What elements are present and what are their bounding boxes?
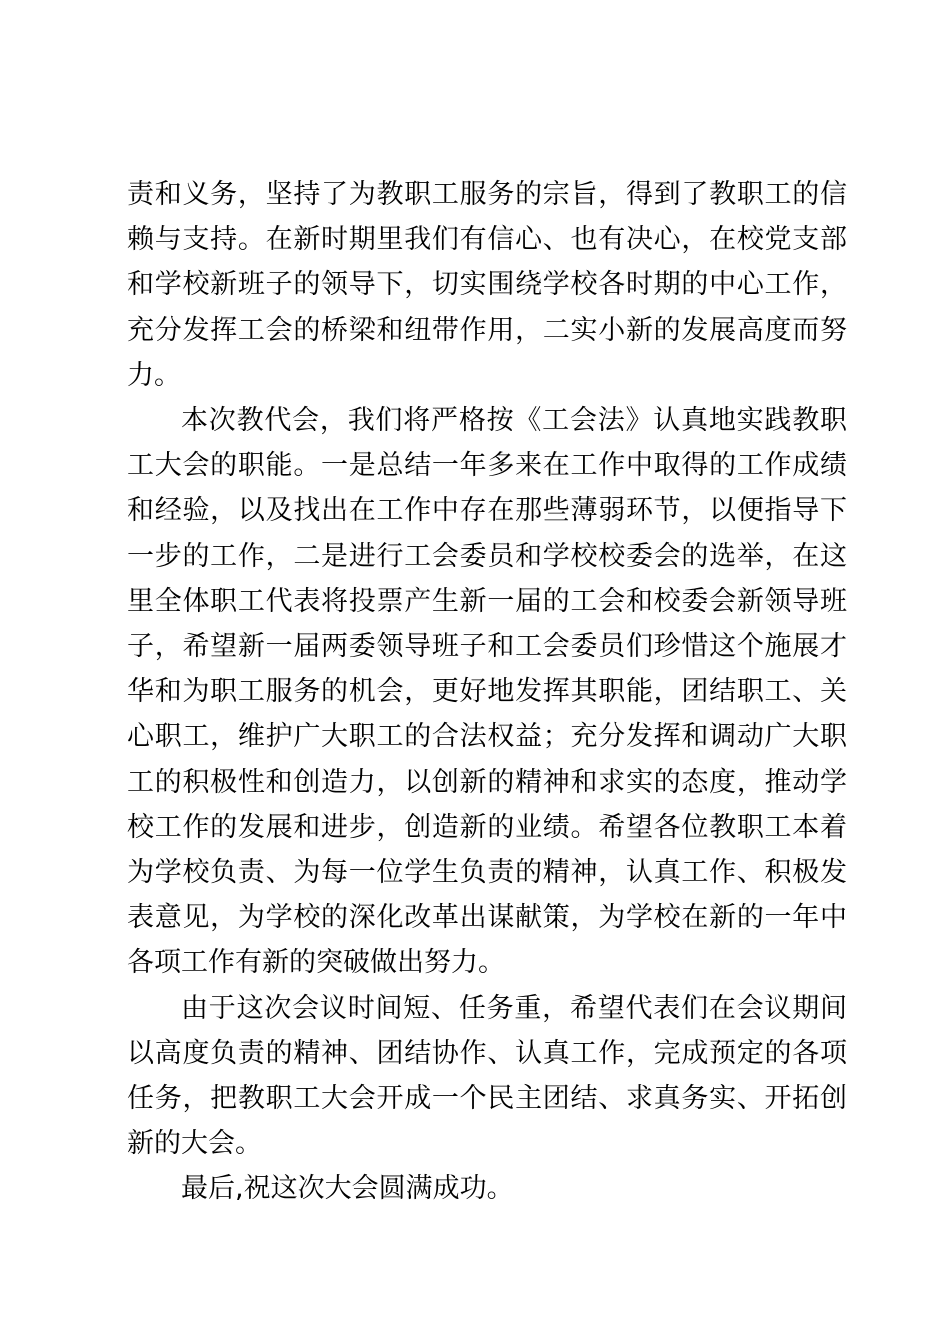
paragraph-1: 责和义务，坚持了为教职工服务的宗旨，得到了教职工的信赖与支持。在新时期里我们有信心、也有决心，在校党支部和学校新班子的领导下，切实围绕学校各时期的中心工作，充分发挥工会的桥梁和纽带作用，二实小新的发展高度而努力。 bbox=[127, 179, 847, 391]
paragraph-3: 由于这次会议时间短、任务重，希望代表们在会议期间以高度负责的精神、团结协作、认真工作，完成预定的各项任务，把教职工大会开成一个民主团结、求真务实、开拓创新的大会。 bbox=[127, 992, 847, 1160]
document-body bbox=[127, 172, 847, 1212]
paragraph-2: 本次教代会，我们将严格按《工会法》认真地实践教职工大会的职能。一是总结一年多来在工作中取得的工作成绩和经验，以及找出在工作中存在那些薄弱环节，以便指导下一步的工作，二是进行工会委员和学校校委会的选举，在这里全体职工代表将投票产生新一届的工会和校委会新领导班子，希望新一届两委领导班子和工会委员们珍惜这个施展才华和为职工服务的机会，更好地发挥其职能，团结职工、关心职工，维护广大职工的合法权益；充分发挥和调动广大职工的积极性和创造力，以创新的精神和求实的态度，推动学校工作的发展和进步，创造新的业绩。希望各位教职工本着为学校负责、为每一位学生负责的精神，认真工作、积极发表意见，为学校的深化改革出谋献策，为学校在新的一年中各项工作有新的突破做出努力。 bbox=[127, 405, 847, 979]
paragraph-4: 最后,祝这次大会圆满成功。 bbox=[181, 1173, 514, 1205]
